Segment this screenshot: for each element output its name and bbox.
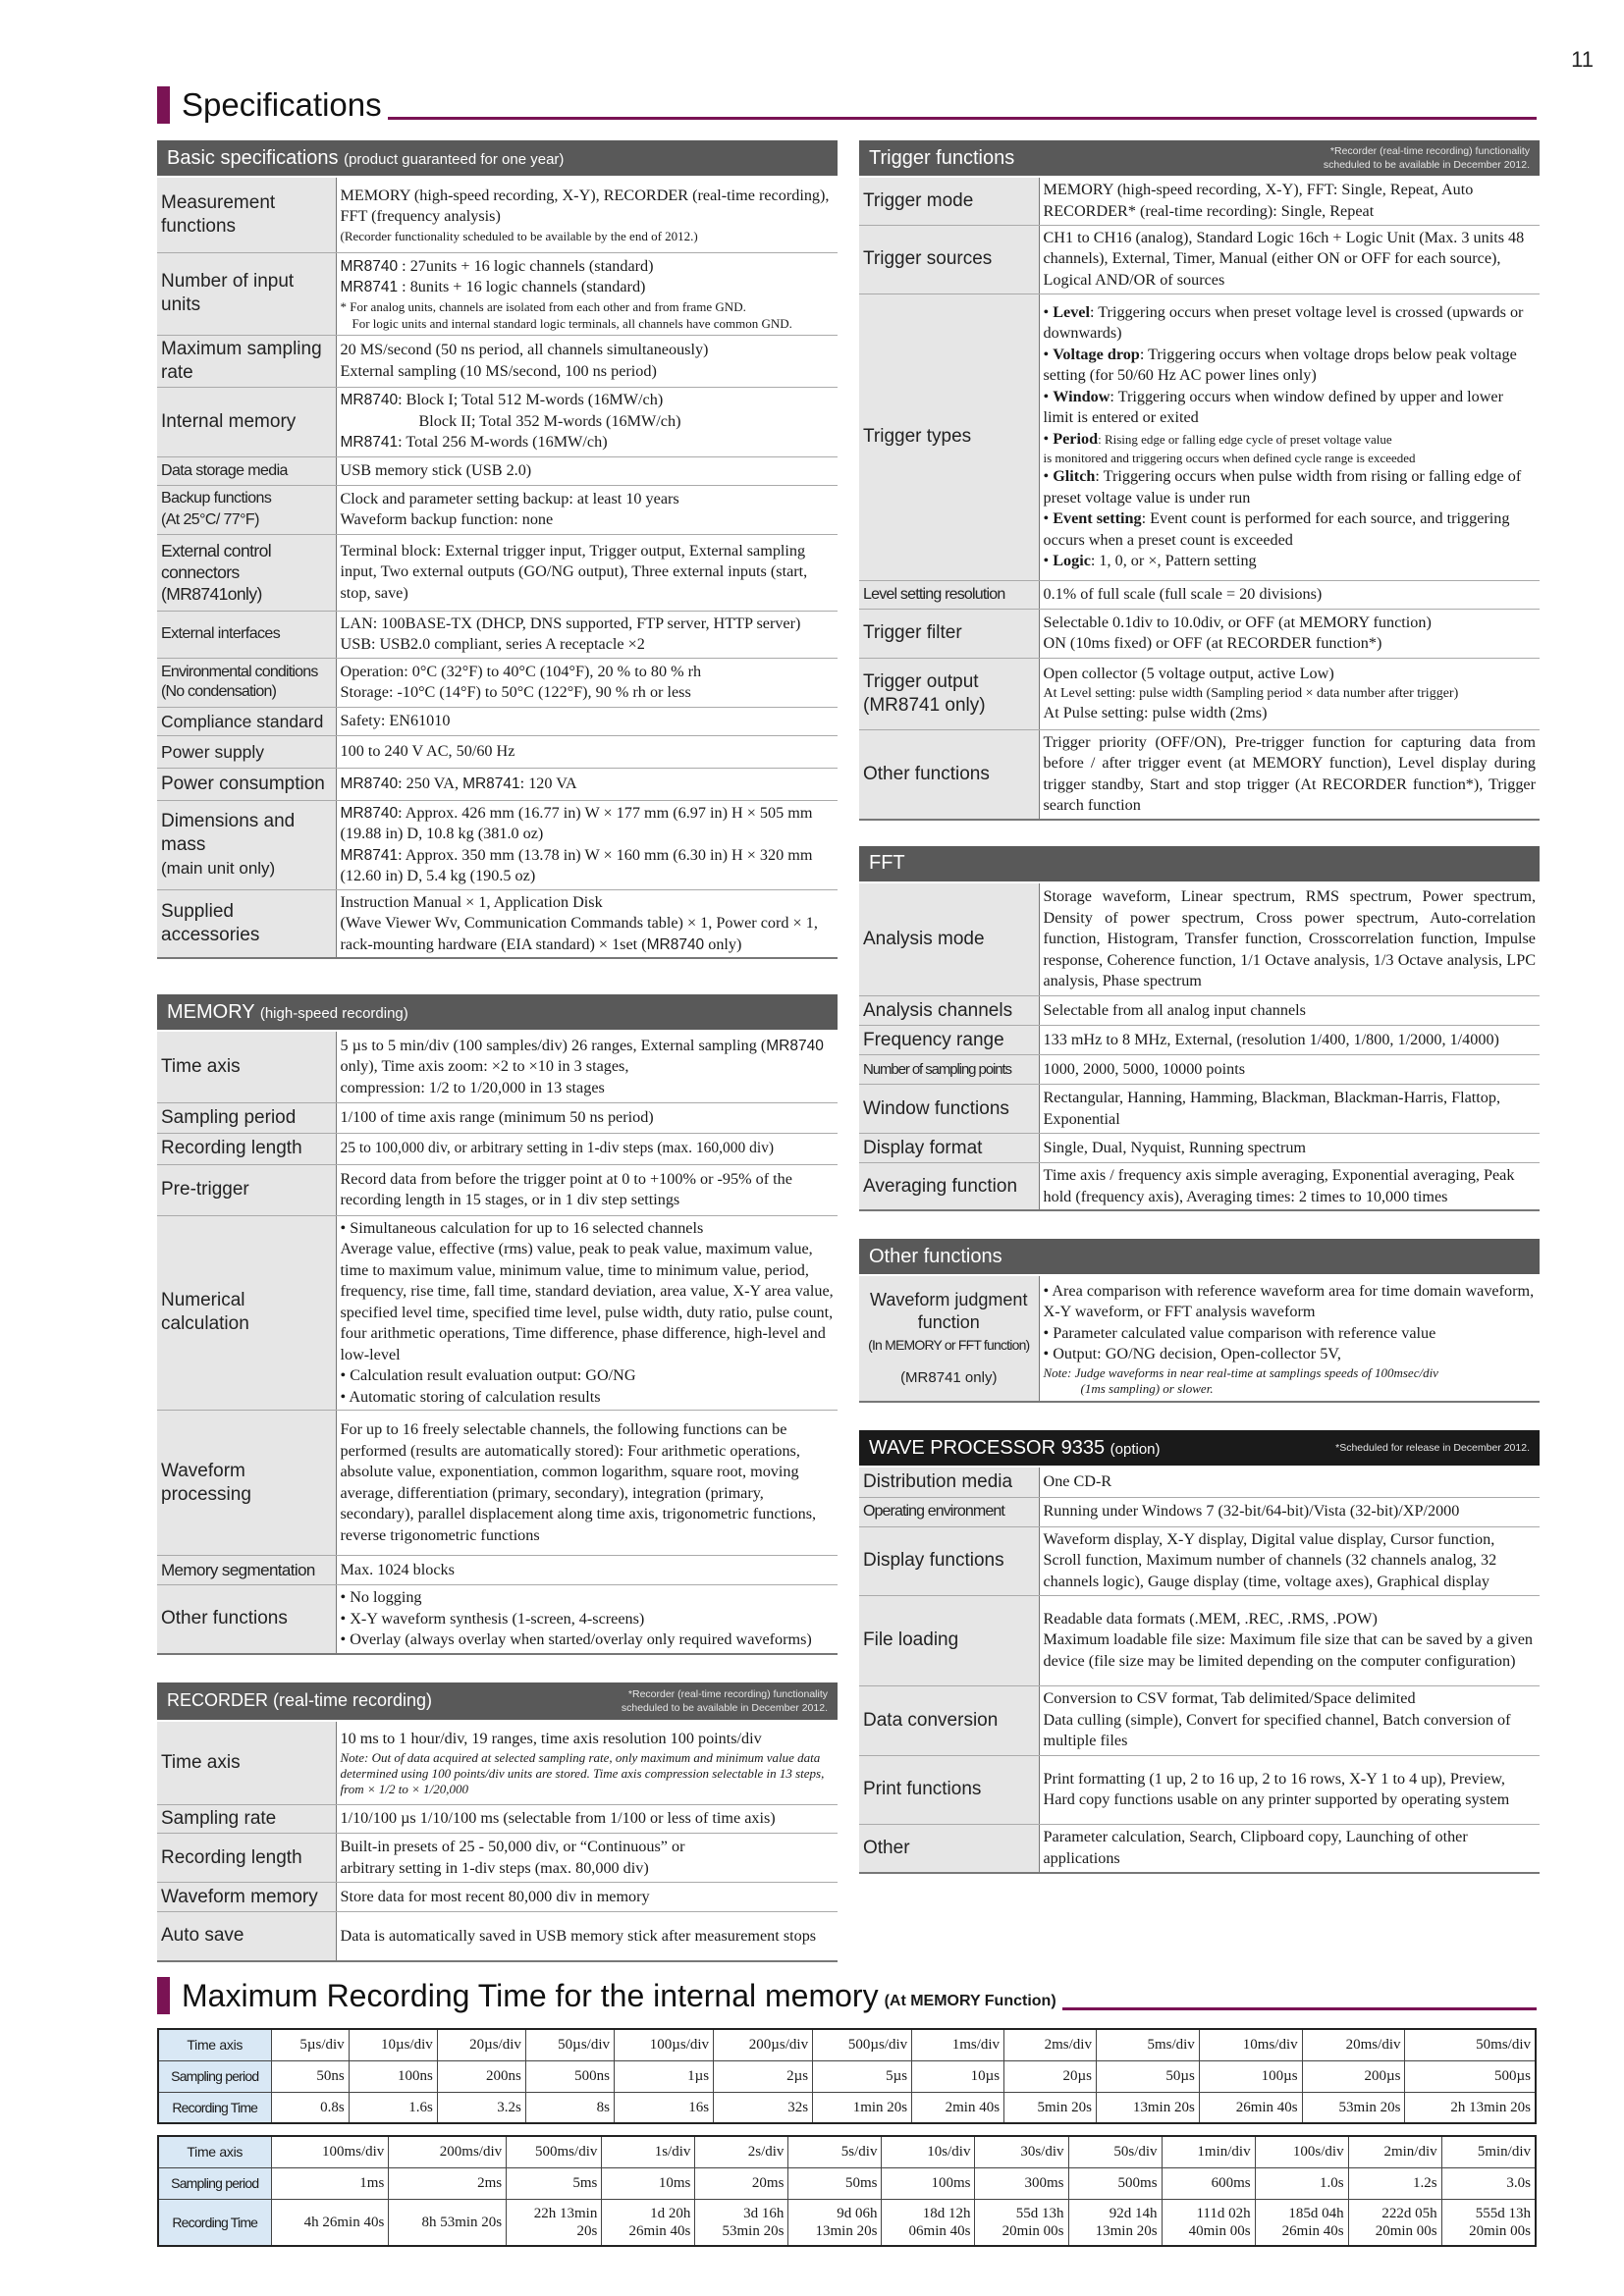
heading-accent-bar	[157, 86, 170, 124]
table-cell: 500µs	[1405, 2060, 1536, 2092]
spec-key: Analysis channels	[859, 996, 1039, 1026]
table-cell: 53min 20s	[1302, 2092, 1405, 2123]
spec-key: Pre-trigger	[157, 1164, 336, 1215]
fft-title: FFT	[869, 852, 905, 874]
right-column	[859, 140, 1540, 1874]
table-cell: 10µs/div	[349, 2029, 437, 2060]
table-cell: 55d 13h 20min 00s	[975, 2199, 1068, 2246]
spec-key: External interfaces	[157, 611, 336, 658]
spec-value: Parameter calculation, Search, Clipboard copy, Launching of other applications	[1039, 1824, 1540, 1873]
spec-row	[859, 1276, 1540, 1402]
table-cell: 1min 20s	[813, 2092, 912, 2123]
table-cell: 8s	[525, 2092, 614, 2123]
spec-value: One CD-R	[1039, 1468, 1540, 1497]
spec-row	[157, 1912, 838, 1961]
table-cell: 1µs	[615, 2060, 714, 2092]
spec-key: Sampling period	[157, 1102, 336, 1133]
spec-row	[859, 580, 1540, 609]
table-cell: 10s/div	[882, 2136, 975, 2167]
table-cell: 3d 16h 53min 20s	[695, 2199, 788, 2246]
memory-header	[157, 994, 838, 1032]
table-cell: 20µs	[1004, 2060, 1097, 2092]
spec-value: 25 to 100,000 div, or arbitrary setting in 1-div steps (max. 160,000 div)	[336, 1133, 838, 1164]
spec-row	[157, 707, 838, 735]
spec-key: Operating environment	[859, 1497, 1039, 1526]
table-cell: 2µs	[714, 2060, 813, 2092]
table-cell: 1min/div	[1162, 2136, 1255, 2167]
section-gap	[859, 821, 1540, 846]
spec-row	[859, 609, 1540, 658]
table-row	[158, 2136, 1536, 2167]
spec-row	[157, 178, 838, 252]
table-cell: 1ms/div	[912, 2029, 1004, 2060]
spec-value: • Level: Triggering occurs when preset voltage level is crossed (upwards or downwards) • Voltage drop: Triggering occurs when voltage drops below peak voltage setting (for 50/60 Hz AC power lines only) • Window: Triggering occurs when window defined by upper and lower limit is entered or exited • Period: Rising edge or falling edge cycle of preset voltage value is monitored and triggering occurs when defined cycle range is exceeded • Glitch: Triggering occurs when pulse width from rising or falling edge of preset voltage value is under run • Event setting: Event count is performed for each source, and triggering occurs when a preset count is exceeded • Logic: 1, 0, or ×, Pattern setting	[1039, 294, 1540, 580]
table-cell: 100ns	[349, 2060, 437, 2092]
spec-row	[859, 1134, 1540, 1163]
spec-value: • No logging • X-Y waveform synthesis (1-screen, 4-screens) • Overlay (always overlay when started/overlay only required waveforms)	[336, 1585, 838, 1654]
spec-key: Trigger sources	[859, 225, 1039, 294]
spec-value: 10 ms to 1 hour/div, 19 ranges, time axis resolution 100 points/div Note: Out of data acquired at selected sampling rate, only maximum and minimum value data determined using 100 points/div units are stored. Time axis compression selectable in 13 steps, from × 1/2 to × 1/20,000	[336, 1722, 838, 1805]
table-cell: 2ms/div	[1004, 2029, 1097, 2060]
other-table	[859, 1276, 1540, 1403]
table-cell: 500ns	[525, 2060, 614, 2092]
spec-value: Operation: 0°C (32°F) to 40°C (104°F), 20 % to 80 % rh Storage: -10°C (14°F) to 50°C (122°F), 90 % rh or less	[336, 658, 838, 707]
table-cell: 3.0s	[1441, 2167, 1536, 2199]
spec-row	[157, 456, 838, 485]
heading-accent-bar	[157, 1977, 170, 2014]
recorder-note: *Recorder (real-time recording) functionality scheduled to be available in December 2012.	[621, 1687, 828, 1714]
spec-key: Power consumption	[157, 768, 336, 800]
other-title: Other functions	[869, 1245, 1002, 1267]
spec-key: Measurement functions	[157, 178, 336, 252]
spec-row	[157, 1722, 838, 1805]
spec-key: Memory segmentation	[157, 1556, 336, 1585]
spec-key: Compliance standard	[157, 707, 336, 735]
spec-row	[157, 387, 838, 456]
spec-key: Analysis mode	[859, 883, 1039, 996]
spec-row	[157, 1411, 838, 1556]
wave-processor-note: *Scheduled for release in December 2012.	[1335, 1442, 1530, 1454]
table-cell: 50µs/div	[525, 2029, 614, 2060]
table-cell: 600ms	[1162, 2167, 1255, 2199]
table-cell: 5min/div	[1441, 2136, 1536, 2167]
table-cell: 22h 13min 20s	[507, 2199, 602, 2246]
spec-value: Running under Windows 7 (32-bit/64-bit)/Vista (32-bit)/XP/2000	[1039, 1497, 1540, 1526]
spec-row	[157, 1556, 838, 1585]
table-cell: 200ns	[437, 2060, 525, 2092]
table-cell: 1.2s	[1348, 2167, 1441, 2199]
spec-value: Print formatting (1 up, 2 to 16 up, 2 to 16 rows, X-Y 1 to 4 up), Preview, Hard copy functions usable on any printer supported by operating system	[1039, 1755, 1540, 1824]
table-cell: 20ms	[695, 2167, 788, 2199]
table-cell: 2min 40s	[912, 2092, 1004, 2123]
spec-row	[157, 658, 838, 707]
row-label: Recording Time	[158, 2092, 271, 2123]
spec-row	[859, 1468, 1540, 1497]
memory-section	[157, 994, 838, 1655]
section-gap	[859, 1211, 1540, 1239]
spec-key: Trigger filter	[859, 609, 1039, 658]
spec-key: Trigger output (MR8741 only)	[859, 658, 1039, 729]
spec-row	[859, 1085, 1540, 1134]
spec-value: Data is automatically saved in USB memory stick after measurement stops	[336, 1912, 838, 1961]
table-cell: 10ms/div	[1199, 2029, 1302, 2060]
spec-key: Recording length	[157, 1834, 336, 1883]
trigger-title: Trigger functions	[869, 146, 1015, 169]
spec-row	[157, 1883, 838, 1912]
spec-key: Supplied accessories	[157, 889, 336, 958]
spec-value: MR8740: 250 VA, MR8741: 120 VA	[336, 768, 838, 800]
spec-value: 1/10/100 µs 1/10/100 ms (selectable from 1/100 or less of time axis)	[336, 1805, 838, 1834]
table-cell: 16s	[615, 2092, 714, 2123]
spec-value: USB memory stick (USB 2.0)	[336, 456, 838, 485]
spec-value: • Simultaneous calculation for up to 16 selected channels Average value, effective (rms) value, peak to peak value, maximum value, time to maximum value, minimum value, time to minimum value, period, frequency, rise time, fall time, standard deviation, area value, X-Y area value, specified level time, specified time level, pulse width, duty ratio, pulse count, four arithmetic operations, Time difference, phase difference, high-level and low-level • Calculation result evaluation output: GO/NG • Automatic storing of calculation results	[336, 1215, 838, 1411]
spec-value: Selectable from all analog input channels	[1039, 996, 1540, 1026]
other-header	[859, 1239, 1540, 1276]
spec-value: Store data for most recent 80,000 div in memory	[336, 1883, 838, 1912]
spec-key: Recording length	[157, 1133, 336, 1164]
spec-row	[859, 225, 1540, 294]
spec-value: LAN: 100BASE-TX (DHCP, DNS supported, FTP server, HTTP server) USB: USB2.0 compliant, series A receptacle ×2	[336, 611, 838, 658]
table-cell: 500ms/div	[507, 2136, 602, 2167]
spec-key: Other functions	[859, 729, 1039, 820]
table-cell: 0.8s	[271, 2092, 349, 2123]
table-cell: 92d 14h 13min 20s	[1068, 2199, 1162, 2246]
table-cell: 10ms	[602, 2167, 695, 2199]
spec-key: Waveform processing	[157, 1411, 336, 1556]
table-cell: 200µs	[1302, 2060, 1405, 2092]
table-cell: 3.2s	[437, 2092, 525, 2123]
spec-value: Waveform display, X-Y display, Digital value display, Cursor function, Scroll function, Maximum number of channels (32 channels analog, 32 channels logic), Gauge display (time, voltage axes), Graphical display	[1039, 1526, 1540, 1595]
spec-key: External control connectors (MR8741only)	[157, 534, 336, 611]
spec-row	[157, 889, 838, 958]
spec-key: Averaging function	[859, 1163, 1039, 1211]
wave-processor-section	[859, 1430, 1540, 1874]
table-cell: 8h 53min 20s	[389, 2199, 507, 2246]
specifications-heading	[157, 86, 1537, 124]
spec-row	[157, 534, 838, 611]
table-row	[158, 2199, 1536, 2246]
spec-row	[859, 1755, 1540, 1824]
table-cell: 100ms	[882, 2167, 975, 2199]
table-cell: 32s	[714, 2092, 813, 2123]
max-recording-subtitle: (At MEMORY Function)	[884, 1993, 1056, 2009]
spec-key: Maximum sampling rate	[157, 335, 336, 387]
spec-value: Built-in presets of 25 - 50,000 div, or “Continuous” or arbitrary setting in 1-div steps (max. 80,000 div)	[336, 1834, 838, 1883]
spec-row	[157, 1133, 838, 1164]
spec-value: Conversion to CSV format, Tab delimited/Space delimited Data culling (simple), Convert for specified channel, Batch conversion of multiple files	[1039, 1685, 1540, 1755]
spec-row	[859, 996, 1540, 1026]
table-cell: 18d 12h 06min 40s	[882, 2199, 975, 2246]
spec-value: Record data from before the trigger point at 0 to +100% or -95% of the recording length in 15 stages, or in 1 div step settings	[336, 1164, 838, 1215]
spec-key: File loading	[859, 1595, 1039, 1685]
table-cell: 9d 06h 13min 20s	[788, 2199, 882, 2246]
table-row	[158, 2029, 1536, 2060]
spec-row	[157, 252, 838, 335]
trigger-note: *Recorder (real-time recording) functionality scheduled to be available in December 2012.	[1323, 145, 1530, 171]
fft-table	[859, 883, 1540, 1212]
table-cell: 100µs/div	[615, 2029, 714, 2060]
table-cell: 50µs	[1096, 2060, 1199, 2092]
table-cell: 50ms/div	[1405, 2029, 1536, 2060]
spec-value: Single, Dual, Nyquist, Running spectrum	[1039, 1134, 1540, 1163]
spec-row	[157, 735, 838, 768]
max-recording-table-2	[157, 2135, 1537, 2247]
table-cell: 300ms	[975, 2167, 1068, 2199]
spec-row	[157, 335, 838, 387]
spec-value: 133 mHz to 8 MHz, External, (resolution 1/400, 1/800, 1/2000, 1/4000)	[1039, 1026, 1540, 1055]
spec-key: Display format	[859, 1134, 1039, 1163]
table-cell: 1ms	[271, 2167, 389, 2199]
spec-row	[157, 800, 838, 889]
fft-header	[859, 846, 1540, 883]
spec-row	[157, 1834, 838, 1883]
spec-row	[859, 294, 1540, 580]
spec-row	[859, 1685, 1540, 1755]
spec-key: Time axis	[157, 1032, 336, 1102]
table-cell: 2ms	[389, 2167, 507, 2199]
spec-value: 1000, 2000, 5000, 10000 points	[1039, 1055, 1540, 1085]
spec-value: Terminal block: External trigger input, Trigger output, External sampling input, Two external outputs (GO/NG output), Three external inputs (start, stop, save)	[336, 534, 838, 611]
spec-key: Print functions	[859, 1755, 1039, 1824]
spec-key: Numerical calculation	[157, 1215, 336, 1411]
spec-key: Display functions	[859, 1526, 1039, 1595]
spec-row	[157, 1585, 838, 1654]
other-section	[859, 1239, 1540, 1403]
table-cell: 100µs	[1199, 2060, 1302, 2092]
spec-key: Level setting resolution	[859, 580, 1039, 609]
spec-value: Storage waveform, Linear spectrum, RMS spectrum, Power spectrum, Density of power spectrum, Cross power spectrum, Auto-correlation function, Histogram, Transfer function, Crosscorrelation function, Impulse response, Coherence function, 1/1 Octave analysis, 1/3 Octave analysis, LPC analysis, Phase spectrum	[1039, 883, 1540, 996]
spec-value: Readable data formats (.MEM, .REC, .RMS, .POW) Maximum loadable file size: Maximum file size that can be saved by a given device (file size may be limited depending on the computer configuration)	[1039, 1595, 1540, 1685]
wave-processor-header	[859, 1430, 1540, 1468]
spec-row	[157, 768, 838, 800]
spec-value: MEMORY (high-speed recording, X-Y), FFT: Single, Repeat, Auto RECORDER* (real-time recording): Single, Repeat	[1039, 178, 1540, 225]
spec-key: Other	[859, 1824, 1039, 1873]
table-cell: 222d 05h 20min 00s	[1348, 2199, 1441, 2246]
row-label: Sampling period	[158, 2167, 271, 2199]
spec-key: Auto save	[157, 1912, 336, 1961]
spec-value: 0.1% of full scale (full scale = 20 divisions)	[1039, 580, 1540, 609]
table-cell: 50s/div	[1068, 2136, 1162, 2167]
spec-row	[859, 1497, 1540, 1526]
spec-key: Power supply	[157, 735, 336, 768]
spec-row	[859, 1026, 1540, 1055]
spec-value: Selectable 0.1div to 10.0div, or OFF (at MEMORY function) ON (10ms fixed) or OFF (at RECORDER function*)	[1039, 609, 1540, 658]
spec-key: Trigger mode	[859, 178, 1039, 225]
recorder-title: RECORDER (real-time recording)	[167, 1690, 433, 1710]
table-cell: 100ms/div	[271, 2136, 389, 2167]
spec-key: Dimensions and mass (main unit only)	[157, 800, 336, 889]
table-cell: 5µs/div	[271, 2029, 349, 2060]
spec-row	[157, 1215, 838, 1411]
spec-row	[859, 178, 1540, 225]
table-cell: 2s/div	[695, 2136, 788, 2167]
basic-spec-table	[157, 178, 838, 959]
table-row	[158, 2092, 1536, 2123]
row-label: Time axis	[158, 2029, 271, 2060]
max-recording-title: Maximum Recording Time for the internal memory	[182, 1978, 879, 2013]
trigger-header	[859, 140, 1540, 178]
spec-key: Other functions	[157, 1585, 336, 1654]
spec-value: MR8740: Approx. 426 mm (16.77 in) W × 177 mm (6.97 in) H × 505 mm (19.88 in) D, 10.8 kg (381.0 oz) MR8741: Approx. 350 mm (13.78 in) W × 160 mm (6.30 in) H × 320 mm (12.60 in) D, 5.4 kg (190.5 oz)	[336, 800, 838, 889]
row-label: Time axis	[158, 2136, 271, 2167]
table-cell: 5min 20s	[1004, 2092, 1097, 2123]
table-cell: 1.0s	[1255, 2167, 1348, 2199]
table-cell: 500ms	[1068, 2167, 1162, 2199]
spec-value: Rectangular, Hanning, Hamming, Blackman, Blackman-Harris, Flattop, Exponential	[1039, 1085, 1540, 1134]
max-recording-table-1	[157, 2028, 1537, 2124]
table-cell: 185d 04h 26min 40s	[1255, 2199, 1348, 2246]
spec-value: CH1 to CH16 (analog), Standard Logic 16ch + Logic Unit (Max. 3 units 48 channels), External, Timer, Manual (either ON or OFF for each source), Logical AND/OR of sources	[1039, 225, 1540, 294]
spec-row	[157, 1805, 838, 1834]
spec-key: Waveform memory	[157, 1883, 336, 1912]
table-cell: 1.6s	[349, 2092, 437, 2123]
trigger-section	[859, 140, 1540, 821]
table-cell: 1s/div	[602, 2136, 695, 2167]
spec-value: 20 MS/second (50 ns period, all channels simultaneously) External sampling (10 MS/second, 100 ns period)	[336, 335, 838, 387]
spec-value: Instruction Manual × 1, Application Disk (Wave Viewer Wv, Communication Commands table) × 1, Power cord × 1, rack-mounting hardware (EIA standard) × 1set (MR8740 only)	[336, 889, 838, 958]
spec-row	[157, 1032, 838, 1102]
table-cell: 5ms/div	[1096, 2029, 1199, 2060]
left-column	[157, 140, 838, 1962]
spec-row	[157, 1102, 838, 1133]
spec-row	[157, 485, 838, 534]
table-cell: 50ms	[788, 2167, 882, 2199]
recorder-header	[157, 1682, 838, 1722]
memory-title: MEMORY	[167, 1000, 255, 1023]
spec-value: 1/100 of time axis range (minimum 50 ns period)	[336, 1102, 838, 1133]
recorder-table	[157, 1722, 838, 1962]
max-recording-heading	[157, 1977, 1537, 2014]
spec-key: Number of sampling points	[859, 1055, 1039, 1085]
section-gap	[157, 1655, 838, 1682]
table-row	[158, 2060, 1536, 2092]
spec-value: For up to 16 freely selectable channels, the following functions can be performed (results are automatically stored): Four arithmetic operations, absolute value, exponentiation, common logarithm, square root, moving average, differentiation (primary, secondary), integration (primary, secondary), parallel displacement along time axis, trigonometric functions, reverse trigonometric functions	[336, 1411, 838, 1556]
spec-key: Trigger types	[859, 294, 1039, 580]
section-gap	[859, 1403, 1540, 1430]
wave-processor-subtitle: (option)	[1110, 1440, 1161, 1458]
spec-key: Data conversion	[859, 1685, 1039, 1755]
table-cell: 100s/div	[1255, 2136, 1348, 2167]
spec-key: Environmental conditions (No condensation)	[157, 658, 336, 707]
spec-row	[859, 1055, 1540, 1085]
basic-spec-header	[157, 140, 838, 178]
spec-value: 5 µs to 5 min/div (100 samples/div) 26 ranges, External sampling (MR8740 only), Time axis zoom: ×2 to ×10 in 3 stages, compression: 1/2 to 1/20,000 in 13 stages	[336, 1032, 838, 1102]
spec-row	[157, 611, 838, 658]
spec-row	[859, 729, 1540, 820]
spec-value: Max. 1024 blocks	[336, 1556, 838, 1585]
table-cell: 200ms/div	[389, 2136, 507, 2167]
spec-value: 100 to 240 V AC, 50/60 Hz	[336, 735, 838, 768]
spec-value: MR8740 : 27units + 16 logic channels (standard) MR8741 : 8units + 16 logic channels (standard) * For analog units, channels are isolated from each other and from frame GND. For logic units and internal standard logic terminals, all channels have common GND.	[336, 252, 838, 335]
table-cell: 500µs/div	[813, 2029, 912, 2060]
spec-row	[859, 658, 1540, 729]
spec-value: Open collector (5 voltage output, active Low) At Level setting: pulse width (Sampling period × data number after trigger) At Pulse setting: pulse width (2ms)	[1039, 658, 1540, 729]
table-cell: 111d 02h 40min 00s	[1162, 2199, 1255, 2246]
spec-key: Distribution media	[859, 1468, 1039, 1497]
spec-key: Data storage media	[157, 456, 336, 485]
wave-processor-table	[859, 1468, 1540, 1874]
specifications-title: Specifications	[182, 86, 382, 123]
row-label: Recording Time	[158, 2199, 271, 2246]
table-cell: 26min 40s	[1199, 2092, 1302, 2123]
table-cell: 5ms	[507, 2167, 602, 2199]
table-cell: 2min/div	[1348, 2136, 1441, 2167]
basic-spec-title: Basic specifications	[167, 146, 339, 169]
heading-rule	[1062, 2007, 1537, 2010]
table-cell: 13min 20s	[1096, 2092, 1199, 2123]
spec-row	[859, 1824, 1540, 1873]
memory-subtitle: (high-speed recording)	[259, 1004, 408, 1022]
basic-spec-subtitle: (product guaranteed for one year)	[344, 150, 565, 168]
table-cell: 10µs	[912, 2060, 1004, 2092]
table-cell: 20µs/div	[437, 2029, 525, 2060]
section-gap	[157, 959, 838, 994]
spec-row	[859, 883, 1540, 996]
spec-value: • Area comparison with reference waveform area for time domain waveform, X-Y waveform, or FFT analysis waveform • Parameter calculated value comparison with reference value • Output: GO/NG decision, Open-collector 5V, Note: Judge waveforms in near real-time at samplings speeds of 100msec/div (1ms sampling) or slower.	[1039, 1276, 1540, 1402]
spec-row	[859, 1526, 1540, 1595]
basic-spec-section	[157, 140, 838, 959]
table-cell: 555d 13h 20min 00s	[1441, 2199, 1536, 2246]
spec-key: Internal memory	[157, 387, 336, 456]
table-cell: 2h 13min 20s	[1405, 2092, 1536, 2123]
fft-section	[859, 846, 1540, 1212]
table-cell: 200µs/div	[714, 2029, 813, 2060]
table-cell: 4h 26min 40s	[271, 2199, 389, 2246]
heading-rule	[388, 117, 1537, 120]
spec-row	[859, 1163, 1540, 1211]
wave-processor-title: WAVE PROCESSOR 9335	[869, 1436, 1106, 1459]
recorder-section	[157, 1682, 838, 1962]
spec-key: Frequency range	[859, 1026, 1039, 1055]
spec-key: Window functions	[859, 1085, 1039, 1134]
spec-key: Waveform judgment function (In MEMORY or FFT function) (MR8741 only)	[859, 1276, 1039, 1402]
spec-value: Trigger priority (OFF/ON), Pre-trigger function for capturing data from before / after trigger event (at MEMORY function), Level display during trigger standby, Start and stop trigger (At RECORDER function*), Trigger search function	[1039, 729, 1540, 820]
table-row	[158, 2167, 1536, 2199]
table-cell: 1d 20h 26min 40s	[602, 2199, 695, 2246]
page-number: 11	[1571, 47, 1594, 72]
spec-row	[157, 1164, 838, 1215]
table-cell: 30s/div	[975, 2136, 1068, 2167]
trigger-table	[859, 178, 1540, 821]
spec-key: Backup functions (At 25°C/ 77°F)	[157, 485, 336, 534]
spec-row	[859, 1595, 1540, 1685]
spec-value: Time axis / frequency axis simple averaging, Exponential averaging, Peak hold (frequency axis), Averaging times: 2 times to 10,000 times	[1039, 1163, 1540, 1211]
spec-key: Time axis	[157, 1722, 336, 1805]
spec-key: Sampling rate	[157, 1805, 336, 1834]
memory-table	[157, 1032, 838, 1655]
row-label: Sampling period	[158, 2060, 271, 2092]
table-cell: 5s/div	[788, 2136, 882, 2167]
spec-value: Safety: EN61010	[336, 707, 838, 735]
spec-value: Clock and parameter setting backup: at least 10 years Waveform backup function: none	[336, 485, 838, 534]
table-cell: 20ms/div	[1302, 2029, 1405, 2060]
table-cell: 50ns	[271, 2060, 349, 2092]
spec-value: MR8740: Block I; Total 512 M-words (16MW/ch) Block II; Total 352 M-words (16MW/ch) MR8741: Total 256 M-words (16MW/ch)	[336, 387, 838, 456]
spec-value: MEMORY (high-speed recording, X-Y), RECORDER (real-time recording), FFT (frequency analysis) (Recorder functionality scheduled to be available by the end of 2012.)	[336, 178, 838, 252]
table-cell: 5µs	[813, 2060, 912, 2092]
spec-key: Number of input units	[157, 252, 336, 335]
